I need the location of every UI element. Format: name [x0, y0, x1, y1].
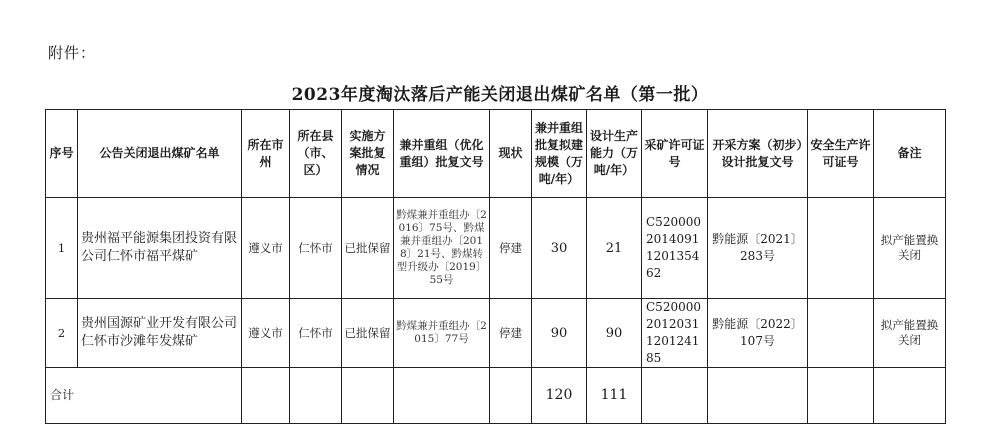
total-planned-scale: 120 — [532, 368, 587, 424]
design-capacity: 90 — [587, 299, 642, 368]
coal-mine-table — [45, 109, 946, 424]
city: 遵义市 — [242, 299, 290, 368]
remarks: 拟产能置换关闭 — [874, 198, 946, 299]
safety-license — [808, 299, 874, 368]
approval-docs: 黔煤兼并重组办〔2015〕77号 — [394, 299, 490, 368]
header-county: 所在县（市、区） — [290, 110, 342, 198]
header-mine-name: 公告关闭退出煤矿名单 — [78, 110, 242, 198]
plan-status: 已批保留 — [342, 299, 394, 368]
design-capacity: 21 — [587, 198, 642, 299]
safety-license — [808, 198, 874, 299]
total-row — [46, 368, 946, 424]
design-approval: 黔能源〔2021〕283号 — [708, 198, 808, 299]
city: 遵义市 — [242, 198, 290, 299]
mining-license: C5200002012031120124185 — [642, 299, 708, 368]
status: 停建 — [490, 299, 532, 368]
status: 停建 — [490, 198, 532, 299]
table-row — [46, 299, 946, 368]
row-no: 1 — [46, 198, 78, 299]
plan-status: 已批保留 — [342, 198, 394, 299]
header-city: 所在市州 — [242, 110, 290, 198]
planned-scale: 30 — [532, 198, 587, 299]
mining-license: C5200002014091120135462 — [642, 198, 708, 299]
mine-name: 贵州国源矿业开发有限公司仁怀市沙滩年发煤矿 — [78, 299, 242, 368]
header-remarks: 备注 — [874, 110, 946, 198]
row-no: 2 — [46, 299, 78, 368]
header-design-approval: 开采方案（初步）设计批复文号 — [708, 110, 808, 198]
remarks: 拟产能置换关闭 — [874, 299, 946, 368]
header-no: 序号 — [46, 110, 78, 198]
approval-docs: 黔煤兼并重组办〔2016〕75号、黔煤兼并重组办〔2018〕21号、黔煤转型升级办〔2019〕55号 — [394, 198, 490, 299]
attachment-label: 附件： — [48, 44, 97, 62]
header-planned-scale: 兼并重组批复拟建规模（万吨/年） — [532, 110, 587, 198]
header-approval: 兼并重组（优化重组）批复文号 — [394, 110, 490, 198]
header-row — [46, 110, 946, 198]
table-row — [46, 198, 946, 299]
header-design-capacity: 设计生产能力（万吨/年） — [587, 110, 642, 198]
total-label: 合计 — [46, 368, 242, 424]
total-design-capacity: 111 — [587, 368, 642, 424]
planned-scale: 90 — [532, 299, 587, 368]
document-title: 2023年度淘汰落后产能关闭退出煤矿名单（第一批） — [291, 85, 709, 105]
mine-name: 贵州福平能源集团投资有限公司仁怀市福平煤矿 — [78, 198, 242, 299]
county: 仁怀市 — [290, 299, 342, 368]
header-status: 现状 — [490, 110, 532, 198]
header-plan-status: 实施方案批复情况 — [342, 110, 394, 198]
design-approval: 黔能源〔2022〕107号 — [708, 299, 808, 368]
header-safety-license: 安全生产许可证号 — [808, 110, 874, 198]
county: 仁怀市 — [290, 198, 342, 299]
header-mining-license: 采矿许可证号 — [642, 110, 708, 198]
